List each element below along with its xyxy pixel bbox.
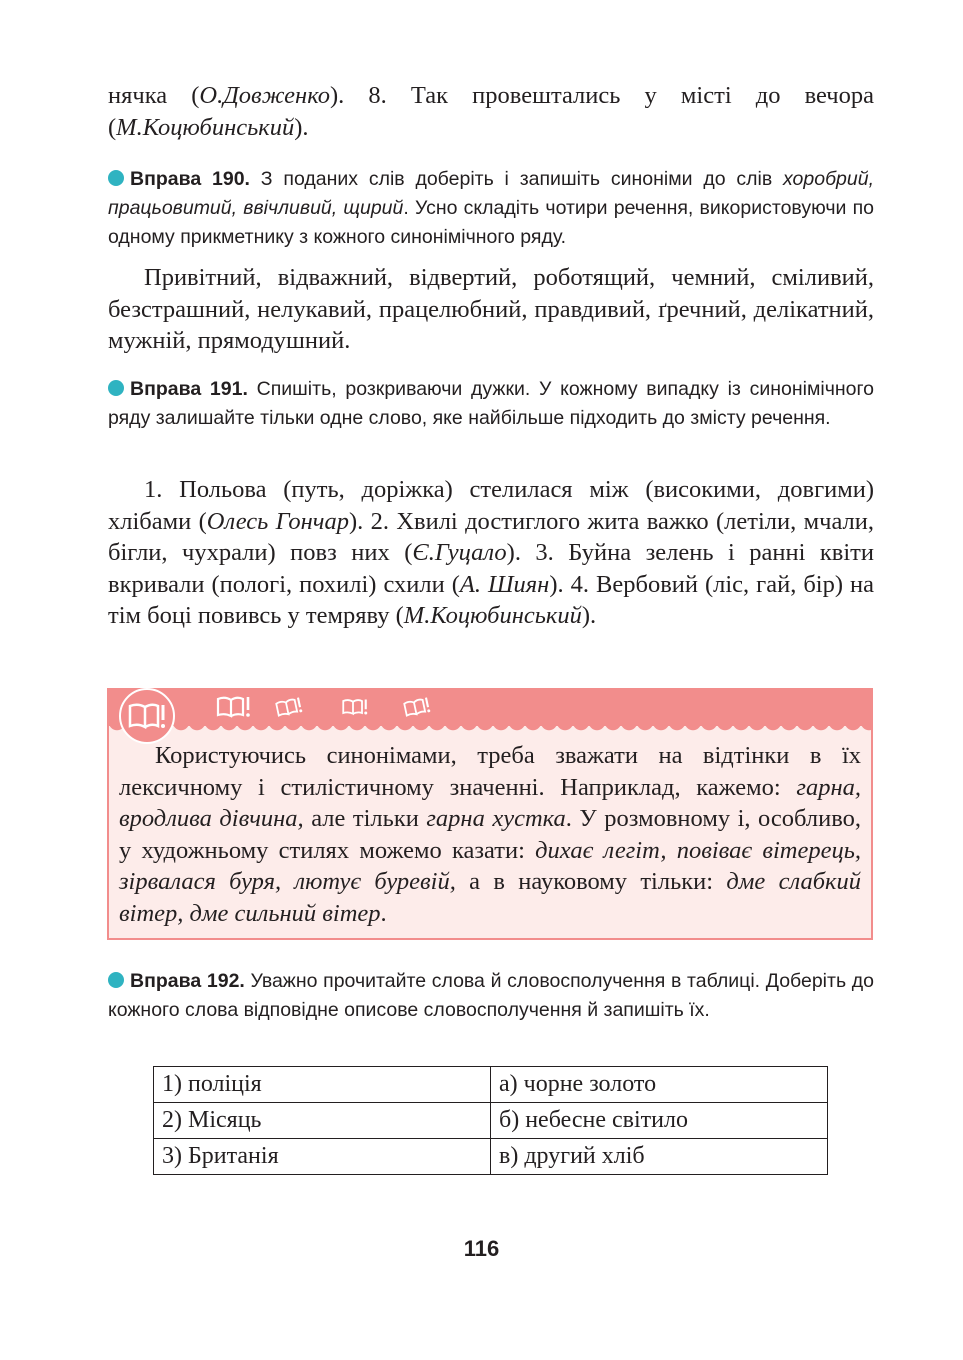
- rule-example: гарна, вродлива дівчина,: [119, 773, 861, 832]
- rule-sentence: .: [380, 899, 387, 927]
- rule-header-wave: [109, 724, 871, 734]
- exercise-191-body: [108, 474, 874, 632]
- rule-text: [119, 740, 861, 929]
- exercise-label: Вправа 190.: [130, 168, 250, 190]
- task-text: З поданих слів доберіть і запишіть синоніми до слів: [249, 168, 783, 190]
- rule-sentence: але тільки: [303, 805, 427, 832]
- table-cell: 2) Місяць: [154, 1103, 491, 1139]
- table-cell: 3) Британія: [154, 1139, 491, 1175]
- task-text: Спишіть, розкриваючи дужки. У кожному випадку із синонімічного ряду залишайте тільки одне слово, яке найбільше підходить до змісту речення.: [108, 378, 874, 429]
- rule-box: [107, 688, 873, 940]
- exercise-label: Вправа 191.: [130, 378, 248, 400]
- rule-sentence: Користуючись синонімами, треба зважати на відтінки в їх лексичному і стилістичному значенні. Наприклад, кажемо:: [119, 742, 861, 801]
- table-cell: в) другий хліб: [491, 1139, 828, 1175]
- open-book-exclamation-icon: [215, 694, 255, 725]
- author: О.Довженко: [199, 82, 330, 109]
- task-text: Уважно прочитайте слова й словосполучення в таблиці. Доберіть до кожного слова відповідне описове словосполучення й запишіть їх.: [108, 970, 875, 1021]
- intro-text: ). 8. Так провештались у місті до вечора (: [108, 82, 874, 141]
- author: А. Шиян: [459, 570, 550, 598]
- author: М.Коцюбинський: [116, 113, 295, 141]
- rule-sentence: а в науковому тільки:: [455, 868, 727, 895]
- rule-sentence: . У розмовному і, особливо, у художньому стилях можемо казати:: [119, 805, 861, 864]
- table-cell: а) чорне золото: [491, 1067, 828, 1103]
- exercise-192-task: [108, 967, 874, 1025]
- table-row: [154, 1103, 828, 1139]
- table-row: [154, 1139, 828, 1175]
- task-words: хоробрий, працьовитий, ввічливий, щирий: [108, 168, 874, 219]
- author: Є.Гуцало: [412, 539, 507, 566]
- task-text: . Усно складіть чотири речення, використовуючи по одному прикметнику з кожного синонімічного ряду.: [108, 197, 874, 248]
- table-cell: б) небесне світило: [491, 1103, 828, 1139]
- exercise-190-task: [108, 165, 874, 252]
- open-book-exclamation-icon: [341, 696, 371, 723]
- bullet-dot-icon: [108, 380, 124, 396]
- author: Олесь Гончар: [206, 507, 349, 535]
- exercise-label: Вправа 192.: [130, 970, 245, 992]
- exercise-191-task: [108, 375, 874, 433]
- sentence: 1. Польова (путь, доріжка) стелилася між (високими, довгими) хлібами (: [108, 476, 874, 535]
- open-book-exclamation-icon: [275, 696, 305, 723]
- sentence: ).: [581, 602, 597, 629]
- rule-example: гарна хустка: [426, 805, 566, 832]
- table-row: [154, 1067, 828, 1103]
- rule-example: дме слабкий вітер, дме сильний вітер: [119, 868, 862, 927]
- intro-text: ).: [294, 113, 309, 141]
- bullet-dot-icon: [108, 972, 124, 988]
- page-number: 116: [463, 1236, 500, 1261]
- sentence: ). 4. Вербовий (ліс, гай, бір) на тім боці повивсь у темряву (: [108, 570, 875, 629]
- bullet-dot-icon: [108, 170, 124, 186]
- intro-paragraph: [108, 80, 874, 143]
- table-cell: 1) поліція: [154, 1067, 491, 1103]
- intro-text: нячка (: [108, 82, 200, 109]
- open-book-exclamation-icon: [119, 688, 175, 744]
- open-book-exclamation-icon: [403, 696, 433, 723]
- rule-example: дихає легіт, повіває вітерець, зірвалася буря, лютує буревій,: [119, 836, 861, 895]
- sentence: ). 3. Буйна зелень і ранні квіти вкривали (пологі, похилі) схили (: [108, 539, 874, 598]
- sentence: ). 2. Хвилі достиглого жита важко (летіли, мчали, бігли, чухрали) повз них (: [108, 507, 874, 566]
- author: М.Коцюбинський: [403, 602, 582, 629]
- word-table: [153, 1066, 828, 1175]
- exercise-190-body: Привітний, відважний, відвертий, роботящий, чемний, сміливий, безстрашний, нелукавий, працелюбний, правдивий, ґречний, делікатний, мужній, прямодушний.: [108, 264, 874, 354]
